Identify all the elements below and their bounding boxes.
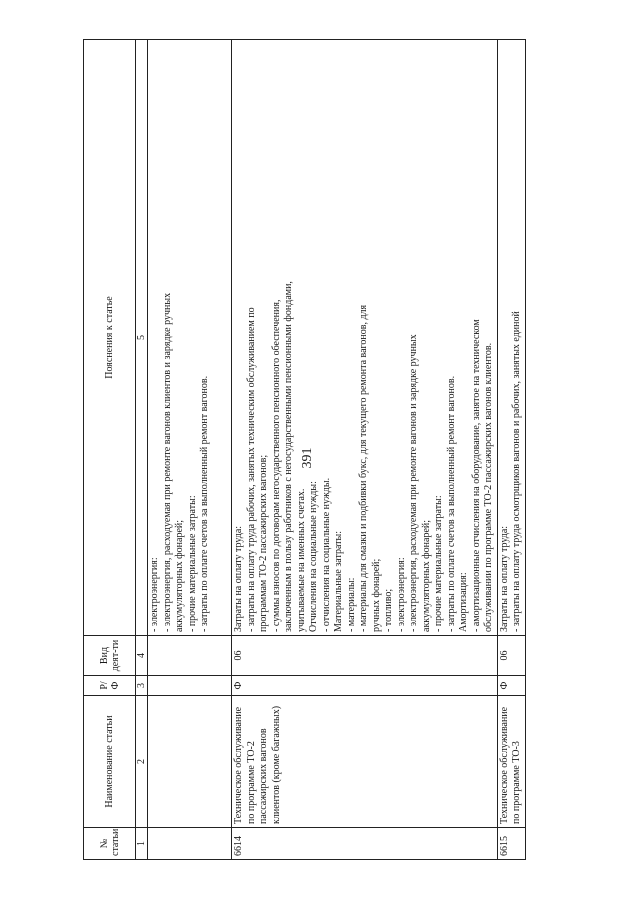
explanation-cell — [497, 40, 525, 636]
explanation-line: Материальные затраты: — [333, 531, 344, 632]
explanation-line: - затраты по оплате счетов за выполненный ремонт вагонов. — [445, 375, 457, 632]
explanation-line: Отчисления на социальные нужды: — [308, 481, 319, 632]
column-number: 5 — [136, 40, 148, 636]
item-name-line: клиентов (кроме багажных) — [270, 705, 282, 824]
item-name-cell — [148, 696, 232, 828]
item-name-line: пассажирских вагонов — [258, 728, 269, 824]
explanation-line: Затраты на оплату труда: — [233, 525, 244, 632]
column-number: 4 — [136, 636, 148, 676]
table-row — [148, 40, 232, 860]
item-name-cell — [497, 696, 525, 828]
explanation-cell — [232, 40, 498, 636]
table-row — [497, 40, 525, 860]
explanation-line: - топливо; — [383, 588, 394, 632]
activity-cell: 06 — [497, 636, 525, 676]
explanation-line: учитываемые на именных счетах. — [295, 488, 307, 632]
explanation-line: - затраты по оплате счетов за выполненный ремонт вагонов. — [199, 375, 210, 632]
page-number: 391 — [300, 447, 315, 469]
item-number-cell: 6614 — [232, 828, 498, 860]
explanation-line: - электроэнергия, расходуемая при ремонте вагонов и зарядке ручных — [408, 334, 419, 632]
header-row — [84, 40, 136, 860]
header-item-name: Наименование статьи — [84, 696, 136, 828]
rf-cell: Ф — [232, 676, 498, 696]
explanation-line: аккумуляторных фонарей; — [174, 519, 185, 632]
explanation-line: - затраты на оплату труда рабочих, занятых техническим обслуживанием по — [245, 307, 257, 632]
rf-cell — [148, 676, 232, 696]
explanation-line: - прочие материальные затраты: — [433, 495, 444, 632]
explanation-line: - электроэнергия, расходуемая при ремонте вагонов клиентов и зарядке ручных — [161, 292, 173, 632]
explanation-line: заключенным в пользу работников с негосударственными пенсионными фондами, — [283, 281, 294, 632]
activity-cell — [148, 636, 232, 676]
explanation-line: - отчисления на социальные нужды. — [320, 477, 332, 632]
item-number-cell — [148, 828, 232, 860]
explanation-line: - материалы: — [345, 577, 357, 632]
item-name-cell — [232, 696, 498, 828]
explanation-line: аккумуляторных фонарей; — [420, 519, 432, 632]
header-rf: Р/ Ф — [84, 676, 136, 696]
cost-items-table — [83, 39, 526, 860]
explanation-line: - амортизационные отчисления на оборудование, занятое на техническом — [470, 319, 482, 632]
explanation-line: Затраты на оплату труда: — [498, 525, 510, 632]
column-number: 1 — [136, 828, 148, 860]
explanation-line: - затраты на оплату труда осмотрщиков вагонов и рабочих, занятых единой — [511, 311, 522, 632]
explanation-line: обслуживании по программе ТО-2 пассажирских вагонов клиентов. — [483, 342, 494, 632]
activity-cell: 06 — [232, 636, 498, 676]
explanation-line: ручных фонарей; — [370, 558, 382, 632]
explanation-line: - материалы для смазки и подбивки букс, для текущего ремонта вагонов, для — [358, 304, 369, 632]
rf-cell: Ф — [497, 676, 525, 696]
table-row — [232, 40, 498, 860]
explanation-line: - электроэнергия: — [395, 557, 407, 632]
column-number-row — [136, 40, 148, 860]
explanation-line: - суммы взносов по договорам негосударственного пенсионного обеспечения, — [270, 299, 282, 632]
explanation-line: программам ТО-2 пассажирских вагонов; — [258, 454, 269, 632]
header-activity-type: Вид деят-ти — [84, 636, 136, 676]
item-name-line: по программе ТО-2 — [245, 741, 257, 824]
item-number-cell: 6615 — [497, 828, 525, 860]
header-item-number: № статьи — [84, 828, 136, 860]
explanation-cell — [148, 40, 232, 636]
rotated-page-content — [83, 40, 603, 860]
column-number: 3 — [136, 676, 148, 696]
explanation-line: - прочие материальные затраты: — [186, 495, 198, 632]
explanation-line: Амортизация: — [458, 572, 469, 632]
column-number: 2 — [136, 696, 148, 828]
item-name-line: Техническое обслуживание — [233, 706, 244, 824]
item-name-line: Техническое обслуживание — [498, 706, 510, 824]
item-name-line: по программе ТО-3 — [511, 741, 522, 824]
header-explanation: Пояснения к статье — [84, 40, 136, 636]
explanation-line: - электроэнергия: — [149, 557, 160, 632]
